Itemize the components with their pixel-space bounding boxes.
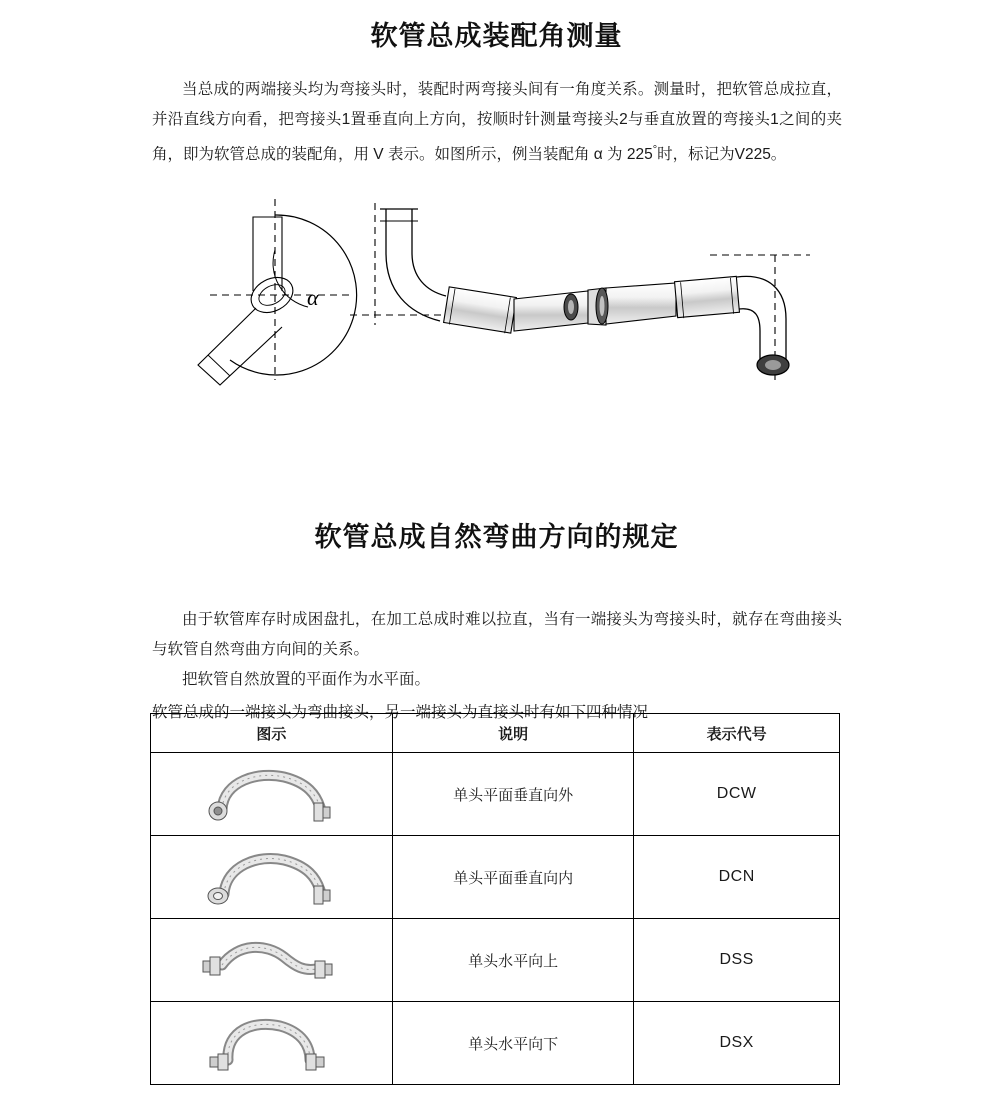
table-header-row xyxy=(151,714,840,753)
hose-code-dcn: DCN xyxy=(634,836,840,919)
paragraph-assembly-angle xyxy=(152,75,842,170)
hose-figure-dcw-svg xyxy=(196,763,346,825)
table-row xyxy=(151,753,840,836)
hose-code-dss: DSS xyxy=(634,919,840,1002)
hose-description-dsx: 单头水平向下 xyxy=(392,1002,634,1085)
paragraph-assembly-angle-text: 当总成的两端接头均为弯接头时，装配时两弯接头间有一角度关系。测量时，把软管总成拉直，并沿直线方向看，把弯接头1置垂直向上方向，按顺时针测量弯接头2与垂直放置的弯接头1之间的夹角，即为软管总成的装配角，用 V 表示。如图所示，例当装配角 α 为 225 xyxy=(152,81,842,164)
hose-description-dcn: 单头平面垂直向内 xyxy=(392,836,634,919)
angle-alpha-label: α xyxy=(307,285,319,310)
angle-diagram xyxy=(198,199,357,385)
figure-assembly-angle-svg xyxy=(190,195,810,395)
paragraph-natural-bend-1: 由于软管库存时成困盘扎，在加工总成时难以拉直，当有一端接头为弯接头时，就存在弯曲接头与软管自然弯曲方向间的关系。 xyxy=(152,611,842,658)
degree-symbol: ° xyxy=(652,144,658,156)
table-row xyxy=(151,1002,840,1085)
hose-description-dcw: 单头平面垂直向外 xyxy=(392,753,634,836)
hose-assembly-drawing xyxy=(350,203,810,380)
table-header-code: 表示代号 xyxy=(634,714,840,753)
hose-figure-dcw xyxy=(151,753,393,836)
hose-figure-dss xyxy=(151,919,393,1002)
paragraph-assembly-angle-tail: 时，标记为V225。 xyxy=(657,146,787,164)
table-row xyxy=(151,836,840,919)
hose-description-dss: 单头水平向上 xyxy=(392,919,634,1002)
section-title-natural-bend: 软管总成自然弯曲方向的规定 xyxy=(314,522,679,552)
hose-code-dcw: DCW xyxy=(634,753,840,836)
table-header-description: 说明 xyxy=(392,714,634,753)
hose-figure-dsx xyxy=(151,1002,393,1085)
table-row xyxy=(151,919,840,1002)
hose-code-dsx: DSX xyxy=(634,1002,840,1085)
hose-figure-dsx-svg xyxy=(196,1012,346,1074)
hose-figure-dss-svg xyxy=(196,929,346,991)
paragraph-natural-bend-2: 把软管自然放置的平面作为水平面。 xyxy=(182,671,431,688)
figure-assembly-angle xyxy=(190,195,810,395)
hose-figure-dcn xyxy=(151,836,393,919)
table-header-figure: 图示 xyxy=(151,714,393,753)
hose-variant-table xyxy=(150,713,840,1085)
table-caption: 软管总成的一端接头为弯曲接头，另一端接头为直接头时有如下四种情况 xyxy=(152,704,649,721)
hose-figure-dcn-svg xyxy=(196,846,346,908)
section-title-assembly-angle: 软管总成装配角测量 xyxy=(370,21,623,51)
